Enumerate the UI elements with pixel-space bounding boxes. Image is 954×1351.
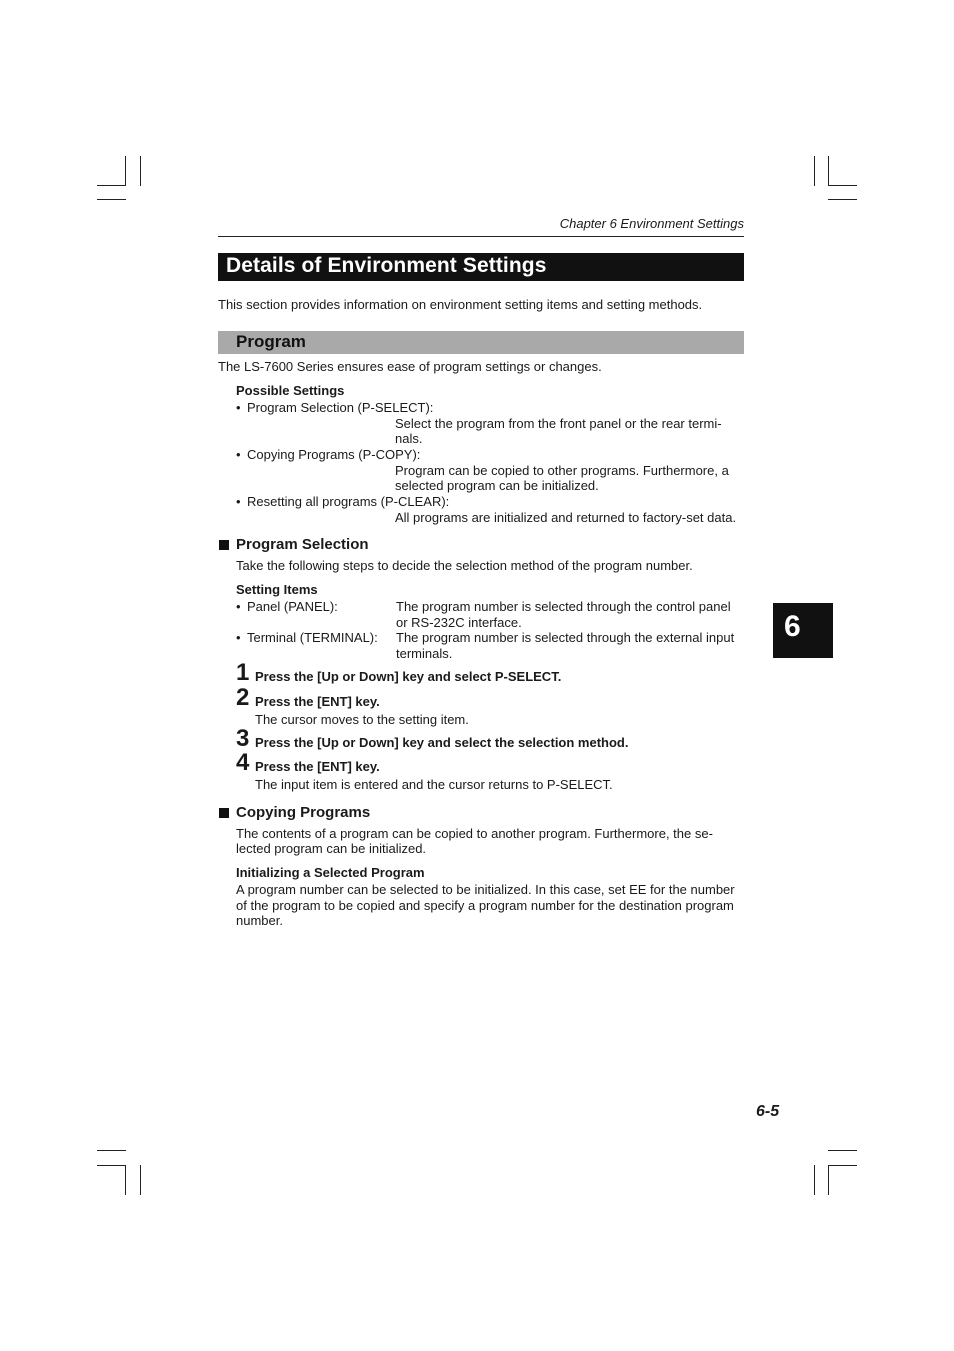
section-heading: Program xyxy=(236,332,306,351)
setting-desc: Select the program from the front panel or the rear termi- xyxy=(395,416,722,431)
crop-mark xyxy=(97,185,126,186)
possible-settings-label: Possible Settings xyxy=(236,383,345,398)
step-number: 2 xyxy=(236,684,250,711)
section-bar xyxy=(218,331,744,354)
init-heading: Initializing a Selected Program xyxy=(236,865,425,880)
crop-mark xyxy=(828,1150,857,1151)
step-note: The cursor moves to the setting item. xyxy=(255,712,469,727)
crop-mark xyxy=(814,1165,815,1195)
setting-item-desc: or RS-232C interface. xyxy=(396,615,522,630)
chapter-tab-number: 6 xyxy=(784,610,801,643)
header-rule xyxy=(218,236,744,237)
body-text: A program number can be selected to be initialized. In this case, set EE for the number xyxy=(236,882,735,897)
crop-mark xyxy=(97,1150,126,1151)
crop-mark xyxy=(828,185,857,186)
setting-desc: nals. xyxy=(395,431,423,446)
bullet: • xyxy=(236,447,241,462)
body-text: of the program to be copied and specify a program number for the destination program xyxy=(236,898,734,913)
step-label: Press the [Up or Down] key and select P-SELECT. xyxy=(255,669,562,684)
setting-name: Program Selection (P-SELECT): xyxy=(247,400,434,415)
crop-mark xyxy=(140,156,141,186)
crop-mark xyxy=(125,1165,126,1195)
crop-mark xyxy=(814,156,815,186)
square-bullet-icon xyxy=(219,540,229,550)
intro-text: This section provides information on environment setting items and setting methods. xyxy=(218,297,703,312)
step-note: The input item is entered and the cursor returns to P-SELECT. xyxy=(255,777,613,792)
body-text: The contents of a program can be copied to another program. Furthermore, the se- xyxy=(236,826,713,841)
crop-mark xyxy=(97,1165,126,1166)
bullet: • xyxy=(236,400,241,415)
page-title: Details of Environment Settings xyxy=(226,254,547,277)
step-label: Press the [ENT] key. xyxy=(255,759,380,774)
crop-mark xyxy=(828,199,857,200)
setting-item-desc: The program number is selected through the control panel xyxy=(396,599,731,614)
subsection-intro: Take the following steps to decide the selection method of the program number. xyxy=(236,558,693,573)
chapter-tab xyxy=(773,603,833,658)
running-header: Chapter 6 Environment Settings xyxy=(559,216,744,231)
step-number: 1 xyxy=(236,659,250,686)
setting-items-label: Setting Items xyxy=(236,582,318,597)
step-number: 4 xyxy=(236,749,250,776)
setting-name: Resetting all programs (P-CLEAR): xyxy=(247,494,450,509)
square-bullet-icon xyxy=(219,808,229,818)
crop-mark xyxy=(97,199,126,200)
page-number: 6-5 xyxy=(756,1103,780,1120)
body-text: lected program can be initialized. xyxy=(236,841,427,856)
subsection-heading: Program Selection xyxy=(236,536,369,553)
setting-name: Copying Programs (P-COPY): xyxy=(247,447,421,462)
section-intro: The LS-7600 Series ensures ease of program settings or changes. xyxy=(218,359,602,374)
crop-mark xyxy=(140,1165,141,1195)
setting-item-desc: terminals. xyxy=(396,646,453,661)
crop-mark xyxy=(828,156,829,186)
crop-mark xyxy=(828,1165,857,1166)
crop-mark xyxy=(125,156,126,186)
bullet: • xyxy=(236,599,241,614)
step-label: Press the [ENT] key. xyxy=(255,694,380,709)
setting-desc: All programs are initialized and returned to factory-set data. xyxy=(395,510,737,525)
bullet: • xyxy=(236,494,241,509)
subsection-heading: Copying Programs xyxy=(236,804,371,821)
step-number: 3 xyxy=(236,725,250,752)
page-title-bar xyxy=(218,253,744,281)
step-label: Press the [Up or Down] key and select the selection method. xyxy=(255,735,629,750)
setting-item-desc: The program number is selected through the external input xyxy=(396,630,735,645)
setting-item-name: Terminal (TERMINAL): xyxy=(247,630,378,645)
body-text: number. xyxy=(236,913,283,928)
setting-item-name: Panel (PANEL): xyxy=(247,599,338,614)
setting-desc: selected program can be initialized. xyxy=(395,478,599,493)
setting-desc: Program can be copied to other programs. Furthermore, a xyxy=(395,463,729,478)
bullet: • xyxy=(236,630,241,645)
crop-mark xyxy=(828,1165,829,1195)
